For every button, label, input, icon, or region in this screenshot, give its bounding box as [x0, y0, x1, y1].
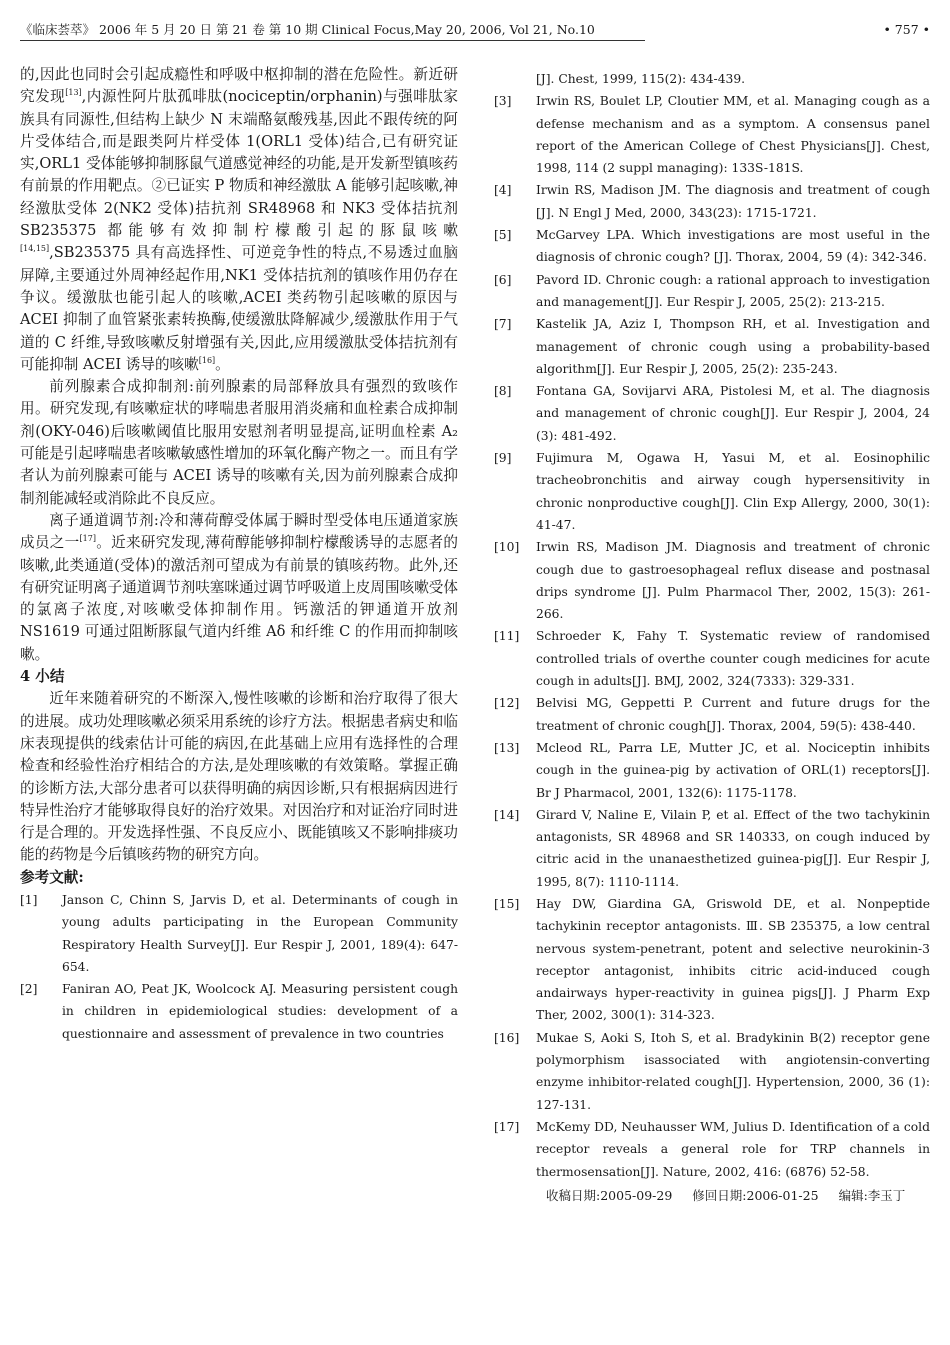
reference-text: Irwin RS, Madison JM. Diagnosis and treatment of chronic cough due to gastroesophageal reflux disease and postnasal drips syndrome [J]. Pulm Pharmacol Ther, 2002, 15(3): 261-266.	[536, 540, 930, 622]
citation-mark: [16]	[198, 355, 216, 365]
reference-text: Fontana GA, Sovijarvi ARA, Pistolesi M, et al. The diagnosis and management of chronic cough[J]. Eur Respir J, 2004, 24 (3): 481-492.	[536, 384, 930, 443]
reference-item	[494, 804, 930, 893]
section-heading: 4 小结	[20, 668, 65, 686]
reference-item	[494, 269, 930, 314]
reference-text: Pavord ID. Chronic cough: a rational approach to investigation and management[J]. Eur Respir J, 2005, 25(2): 213-215.	[536, 272, 930, 309]
reference-number: [5]	[494, 228, 512, 243]
reference-text: Faniran AO, Peat JK, Woolcock AJ. Measuring persistent cough in children in epidemiological studies: development of a questionnaire and assessment of prevalence in two countries	[62, 982, 458, 1041]
reference-item	[494, 893, 930, 1027]
reference-number: [7]	[494, 317, 512, 332]
reference-text: Fujimura M, Ogawa H, Yasui M, et al. Eosinophilic tracheobronchitis and airway cough hypersensitivity in chronic nonproductive cough[J]. Clin Exp Allergy, 2000, 30(1): 41-47.	[536, 451, 930, 532]
reference-item	[494, 1027, 930, 1116]
reference-list	[494, 90, 930, 1183]
reference-text: Schroeder K, Fahy T. Systematic review of randomised controlled trials of overthe counter cough medicines for acute cough in adults[J]. BMJ, 2002, 324(7333): 329-331.	[536, 629, 930, 689]
body-paragraph: 近年来随着研究的不断深入,慢性咳嗽的诊断和治疗取得了很大的进展。成功处理咳嗽必须采用系统的诊疗方法。根据患者病史和临床表现提供的线索估计可能的病因,在此基础上应用有选择性的合理检查和经验性治疗相结合的方法,是处理咳嗽的有效策略。掌握正确的诊断方法,大部分患者可以获得明确的病因诊断,只有根据病因进行特异性治疗才能够取得良好的治疗效果。对因治疗和对证治疗同时进行是合理的。开发选择性强、不良反应小、既能镇咳又不影响排痰功能的药物是今后镇咳药物的研究方向。	[20, 690, 458, 864]
header-rule	[20, 40, 645, 41]
reference-item	[494, 380, 930, 447]
reference-text: Irwin RS, Boulet LP, Cloutier MM, et al. Managing cough as a defense mechanism and as a symptom. A consensus panel report of the American College of Chest Physicians[J]. Chest, 1998, 114 (2 suppl managing): 133S-181S.	[536, 94, 930, 176]
editor-name: 编辑:李玉丁	[838, 1187, 906, 1203]
received-date: 收稿日期:2005-09-29	[546, 1187, 673, 1203]
reference-number: [13]	[494, 740, 520, 755]
reference-text: Mcleod RL, Parra LE, Mutter JC, et al. Nociceptin inhibits cough in the guinea-pig by activation of ORL(1) receptors[J]. Br J Pharmacol, 2001, 132(6): 1175-1178.	[536, 740, 930, 800]
reference-number: [9]	[494, 451, 512, 466]
journal-citation: 《临床荟萃》 2006 年 5 月 20 日 第 21 卷 第 10 期 Clinical Focus,May 20, 2006, Vol 21, No.10	[20, 22, 595, 37]
reference-continuation: [J]. Chest, 1999, 115(2): 434-439.	[536, 72, 746, 86]
reference-number: [4]	[494, 183, 512, 198]
reference-text: Girard V, Naline E, Vilain P, et al. Effect of the two tachykinin antagonists, SR 48968 and SR 140333, on cough induced by citric acid in the unanaesthetized guinea-pig[J]. Eur Respir J, 1995, 8(7): 1110-1114.	[536, 807, 930, 889]
reference-number: [12]	[494, 696, 520, 711]
reference-number: [8]	[494, 384, 512, 399]
reference-number: [6]	[494, 272, 512, 287]
references-heading: 参考文献:	[20, 868, 84, 886]
reference-text: McGarvey LPA. Which investigations are most useful in the diagnosis of chronic cough? [J]. Thorax, 2004, 59 (4): 342-346.	[536, 228, 930, 265]
citation-mark: [17]	[79, 534, 96, 544]
reference-number: [10]	[494, 540, 520, 555]
reference-text: Mukae S, Aoki S, Itoh S, et al. Bradykinin B(2) receptor gene polymorphism isassociated with angiotensin-converting enzyme inhibitor-related cough[J]. Hypertension, 2000, 36 (1): 127-131.	[536, 1030, 930, 1112]
reference-text: Belvisi MG, Geppetti P. Current and future drugs for the treatment of chronic cough[J]. Thorax, 2004, 59(5): 438-440.	[536, 696, 930, 733]
reference-item	[494, 447, 930, 536]
body-paragraph: 的,因此也同时会引起成瘾性和呼吸中枢抑制的潜在危险性。新近研究发现[13],内源性阿片肽孤啡肽(nociceptin/orphanin)与强啡肽家族具有同源性,但结构上缺少 N 末端酪氨酸残基,因此不跟传统的阿片受体结合,而是跟类阿片样受体 1(ORL1 受体)结合,已有研究证实,ORL1 受体能够抑制豚鼠气道感觉神经的功能,是开发新型镇咳药有前景的作用靶点。②已证实 P 物质和神经激肽 A 能够引起咳嗽,神经激肽受体 2(NK2 受体)拮抗剂 SR48968 和 NK3 受体拮抗剂 SB235375 都能够有效抑制柠檬酸引起的豚鼠咳嗽[14,15],SB235375 具有高选择性、可逆竞争性的特点,不易透过血脑屏障,主要通过外周神经起作用,NK1 受体拮抗剂的镇咳作用仍存在争议。缓激肽也能引起人的咳嗽,ACEI 类药物引起咳嗽的原因与 ACEI 抑制了血管紧张素转换酶,使缓激肽降解减少,缓激肽作用于气道的 C 纤维,导致咳嗽反射增强有关,因此,应用缓激肽受体拮抗剂有可能抑制 ACEI 诱导的咳嗽[16]。	[20, 66, 458, 373]
body-paragraph: 前列腺素合成抑制剂:前列腺素的局部释放具有强烈的致咳作用。研究发现,有咳嗽症状的哮喘患者服用消炎痛和血栓素合成抑制剂(OKY-046)后咳嗽阈值比服用安慰剂者明显提高,证明血栓素 A₂ 可能是引起哮喘患者咳嗽敏感性增加的环氧化酶产物之一。而且有学者认为前列腺素可能与 ACEI 诱导的咳嗽有关,因为前列腺素合成抑制剂能减轻或消除此不良反应。	[20, 378, 458, 507]
reference-item	[494, 90, 930, 179]
reference-text: Janson C, Chinn S, Jarvis D, et al. Determinants of cough in young adults participating in the European Community Respiratory Health Survey[J]. Eur Respir J, 2001, 189(4): 647-654.	[62, 892, 458, 974]
reference-item	[494, 313, 930, 380]
reference-number: [3]	[494, 94, 512, 109]
left-column	[20, 64, 458, 1045]
reference-item	[20, 978, 458, 1045]
body-paragraph: 离子通道调节剂:冷和薄荷醇受体属于瞬时型受体电压通道家族成员之一[17]。近来研究发现,薄荷醇能够抑制柠檬酸诱导的志愿者的咳嗽,此类通道(受体)的激活剂可望成为有前景的镇咳药物。此外,还有研究证明离子通道调节剂呋塞咪通过调节呼吸道上皮周围咳嗽受体的氯离子浓度,对咳嗽受体抑制作用。钙激活的钾通道开放剂 NS1619 可通过阻断豚鼠气道内纤维 Aδ 和纤维 C 的作用而抑制咳嗽。	[20, 511, 458, 663]
reference-item	[494, 625, 930, 692]
reference-number: [17]	[494, 1119, 520, 1134]
reference-number: [15]	[494, 896, 520, 911]
reference-item	[494, 536, 930, 625]
article-dates	[494, 1185, 930, 1207]
reference-number: [16]	[494, 1030, 520, 1045]
reference-item	[494, 1116, 930, 1183]
reference-item	[494, 179, 930, 224]
reference-item	[20, 889, 458, 978]
reference-item	[494, 737, 930, 804]
reference-text: Kastelik JA, Aziz I, Thompson RH, et al. Investigation and management of chronic cough using a probability-based algorithm[J]. Eur Respir J, 2005, 25(2): 235-243.	[536, 317, 930, 376]
reference-text: Hay DW, Giardina GA, Griswold DE, et al. Nonpeptide tachykinin receptor antagonists. Ⅲ. SB 235375, a low central nervous system-penetrant, potent and selective neurokinin-3 receptor antagonist, inhibits citric acid-induced cough andairways hyper-reactivity in guinea pigs[J]. J Pharm Exp Ther, 2002, 300(1): 314-323.	[536, 896, 930, 1023]
citation-mark: [14,15]	[20, 244, 50, 254]
reference-number: [14]	[494, 807, 520, 822]
revised-date: 修回日期:2006-01-25	[692, 1187, 819, 1203]
reference-text: McKemy DD, Neuhausser WM, Julius D. Identification of a cold receptor reveals a general role for TRP channels in thermosensation[J]. Nature, 2002, 416: (6876) 52-58.	[536, 1119, 930, 1179]
page-number: • 757 •	[883, 22, 930, 37]
reference-number: [11]	[494, 629, 520, 644]
right-column	[494, 68, 930, 1207]
reference-text: Irwin RS, Madison JM. The diagnosis and treatment of cough [J]. N Engl J Med, 2000, 343(23): 1715-1721.	[536, 183, 930, 220]
citation-mark: [13]	[65, 88, 82, 98]
running-header	[20, 22, 930, 38]
reference-item	[494, 224, 930, 269]
reference-number: [1]	[20, 892, 38, 907]
reference-item	[494, 692, 930, 737]
reference-number: [2]	[20, 982, 38, 997]
